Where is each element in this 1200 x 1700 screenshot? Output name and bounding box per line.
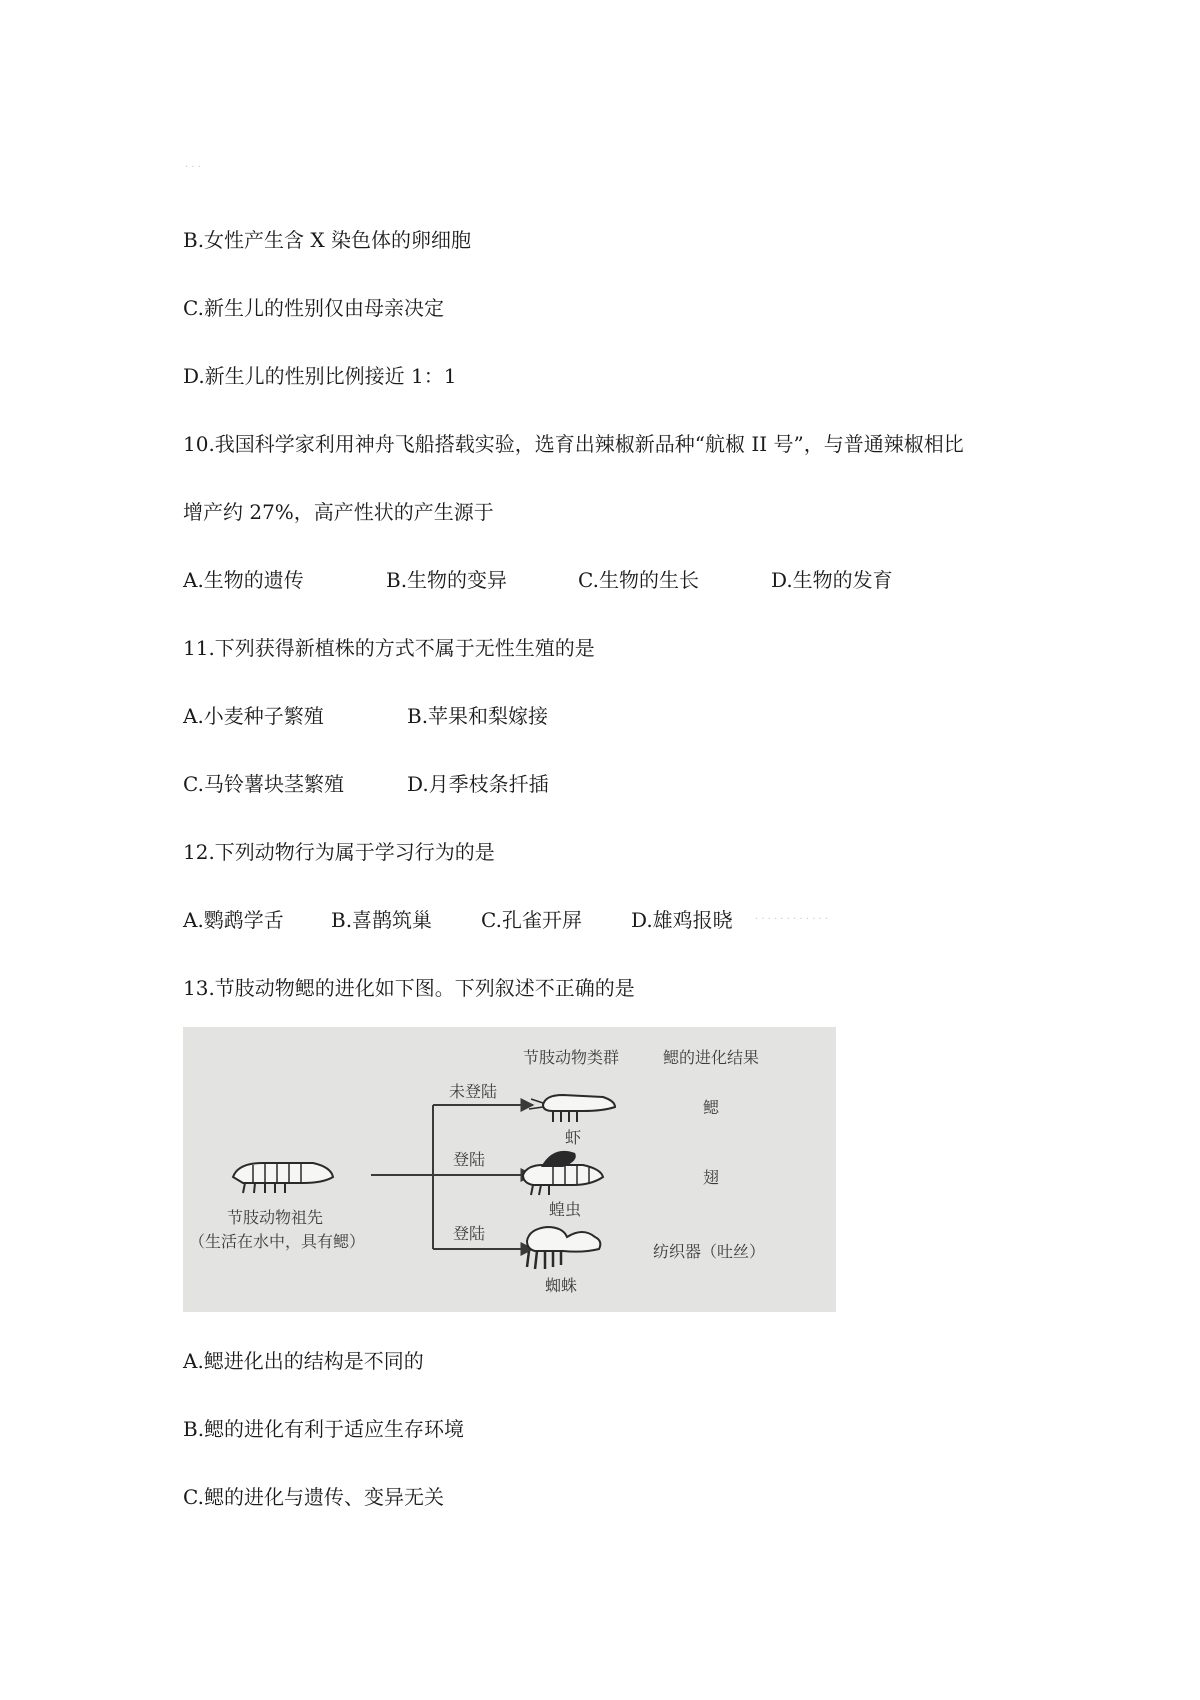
q9-option-b: B.女性产生含 X 染色体的卵细胞 (183, 228, 472, 252)
q13-option-b: B.鳃的进化有利于适应生存环境 (183, 1417, 465, 1441)
scan-speck: · · · · · · · · · · · · (755, 914, 829, 925)
animal-label-spider: 蜘蛛 (545, 1276, 578, 1295)
q10-options (183, 566, 983, 594)
animal-label-shrimp: 虾 (565, 1128, 582, 1147)
scan-speck: · · · (185, 162, 201, 173)
spider-icon (527, 1227, 600, 1269)
q10-option-b: B.生物的变异 (386, 568, 508, 592)
q9-option-c: C.新生儿的性别仅由母亲决定 (183, 296, 444, 320)
ancestor-note: （生活在水中，具有鳃） (189, 1232, 366, 1251)
q11-option-a: A.小麦种子繁殖 (183, 704, 324, 728)
q9-option-d: D.新生儿的性别比例接近 1：1 (183, 364, 457, 388)
ancestor-icon (233, 1163, 333, 1193)
q11-option-c: C.马铃薯块茎繁殖 (183, 772, 344, 796)
q10-option-c: C.生物的生长 (578, 568, 699, 592)
q11-option-d: D.月季枝条扦插 (407, 772, 549, 796)
branch-label-landed-2: 登陆 (453, 1224, 486, 1243)
q10-stem-line1: 10.我国科学家利用神舟飞船搭载实验，选育出辣椒新品种“航椒 II 号”，与普通辣椒相比 (183, 432, 964, 456)
header-group-label: 节肢动物类群 (523, 1048, 620, 1067)
q11-option-b: B.苹果和梨嫁接 (407, 704, 549, 728)
q10-stem-line2: 增产约 27%，高产性状的产生源于 (183, 500, 494, 524)
result-label-gill: 鳃 (703, 1098, 720, 1117)
q12-options (183, 906, 983, 934)
q12-stem: 12.下列动物行为属于学习行为的是 (183, 840, 495, 864)
result-label-wing: 翅 (703, 1168, 720, 1187)
shrimp-icon (529, 1095, 615, 1122)
branch-label-landed-1: 登陆 (453, 1150, 486, 1169)
animal-label-locust: 蝗虫 (549, 1200, 582, 1219)
branch-label-not-landed: 未登陆 (449, 1082, 498, 1101)
q12-option-b: B.喜鹊筑巢 (331, 908, 433, 932)
result-label-spinneret: 纺织器（吐丝） (653, 1242, 766, 1261)
locust-icon (523, 1151, 603, 1195)
q12-option-c: C.孔雀开屏 (481, 908, 582, 932)
evolution-figure (183, 1027, 836, 1312)
q12-option-d: D.雄鸡报晓 (631, 908, 733, 932)
q13-option-a: A.鳃进化出的结构是不同的 (183, 1349, 424, 1373)
ancestor-label: 节肢动物祖先 (227, 1208, 324, 1227)
q10-option-a: A.生物的遗传 (183, 568, 304, 592)
evolution-diagram (183, 1027, 836, 1312)
q12-option-a: A.鹦鹉学舌 (183, 908, 284, 932)
q11-stem: 11.下列获得新植株的方式不属于无性生殖的是 (183, 636, 595, 660)
q11-options-row1 (183, 702, 783, 730)
q13-option-c: C.鳃的进化与遗传、变异无关 (183, 1485, 444, 1509)
q10-option-d: D.生物的发育 (771, 568, 893, 592)
header-result-label: 鳃的进化结果 (663, 1048, 760, 1067)
q13-stem: 13.节肢动物鳃的进化如下图。下列叙述不正确的是 (183, 976, 635, 1000)
q11-options-row2 (183, 770, 783, 798)
